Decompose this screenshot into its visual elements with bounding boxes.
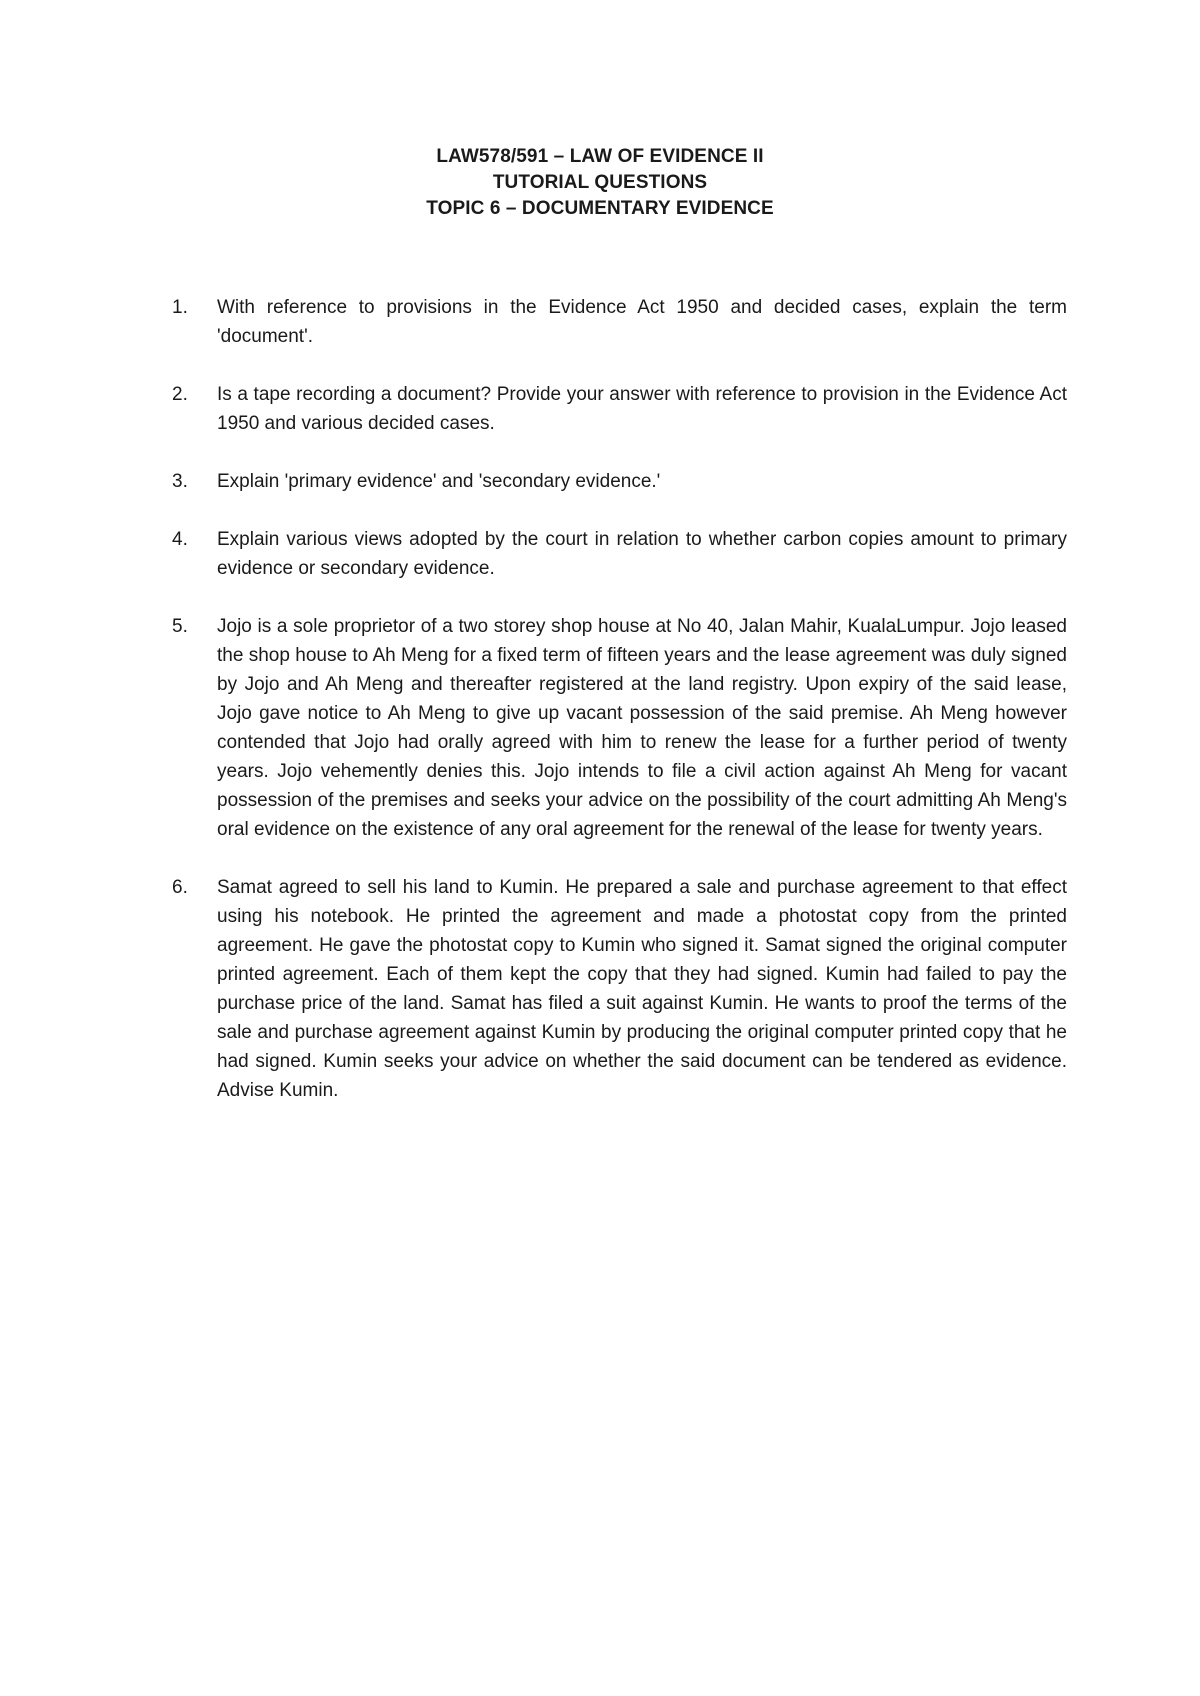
question-text: Explain various views adopted by the court in relation to whether carbon copies amount to primary evidence or secondary evidence. bbox=[217, 529, 1067, 579]
question-list bbox=[172, 293, 1067, 1134]
document-header bbox=[0, 144, 1200, 222]
question-text: Samat agreed to sell his land to Kumin. He prepared a sale and purchase agreement to that effect using his notebook. He printed the agreement and made a photostat copy from the printed agreement. He gave the photostat copy to Kumin who signed it. Samat signed the original computer printed agreement. Each of them kept the copy that they had signed. Kumin had failed to pay the purchase price of the land. Samat has filed a suit against Kumin. He wants to proof the terms of the sale and purchase agreement against Kumin by producing the original computer printed copy that he had signed. Kumin seeks your advice on whether the said document can be tendered as evidence. Advise Kumin. bbox=[217, 877, 1067, 1101]
question-1 bbox=[172, 293, 1067, 351]
question-text: Is a tape recording a document? Provide your answer with reference to provision in the Evidence Act 1950 and various decided cases. bbox=[217, 384, 1067, 434]
topic-title: TOPIC 6 – DOCUMENTARY EVIDENCE bbox=[426, 198, 774, 219]
question-6 bbox=[172, 873, 1067, 1105]
question-text: Jojo is a sole proprietor of a two storey shop house at No 40, Jalan Mahir, KualaLumpur. Jojo leased the shop house to Ah Meng for a fixed term of fifteen years and the lease agreement was duly signed by Jojo and Ah Meng and thereafter registered at the land registry. Upon expiry of the said lease, Jojo gave notice to Ah Meng to give up vacant possession of the said premise. Ah Meng however contended that Jojo had orally agreed with him to renew the lease for a further period of twenty years. Jojo vehemently denies this. Jojo intends to file a civil action against Ah Meng for vacant possession of the premises and seeks your advice on the possibility of the court admitting Ah Meng's oral evidence on the existence of any oral agreement for the renewal of the lease for twenty years. bbox=[217, 616, 1067, 840]
question-4 bbox=[172, 525, 1067, 583]
question-5 bbox=[172, 612, 1067, 844]
question-number: 3. bbox=[172, 471, 188, 492]
question-number: 2. bbox=[172, 384, 188, 405]
question-text: With reference to provisions in the Evidence Act 1950 and decided cases, explain the term 'document'. bbox=[217, 297, 1067, 347]
question-number: 4. bbox=[172, 529, 188, 550]
question-number: 1. bbox=[172, 297, 188, 318]
course-title: LAW578/591 – LAW OF EVIDENCE II bbox=[436, 146, 764, 167]
question-3 bbox=[172, 467, 1067, 496]
document-type: TUTORIAL QUESTIONS bbox=[492, 172, 708, 193]
question-number: 6. bbox=[172, 877, 188, 898]
question-text: Explain 'primary evidence' and 'secondary evidence.' bbox=[217, 471, 661, 492]
question-2 bbox=[172, 380, 1067, 438]
question-number: 5. bbox=[172, 616, 188, 637]
